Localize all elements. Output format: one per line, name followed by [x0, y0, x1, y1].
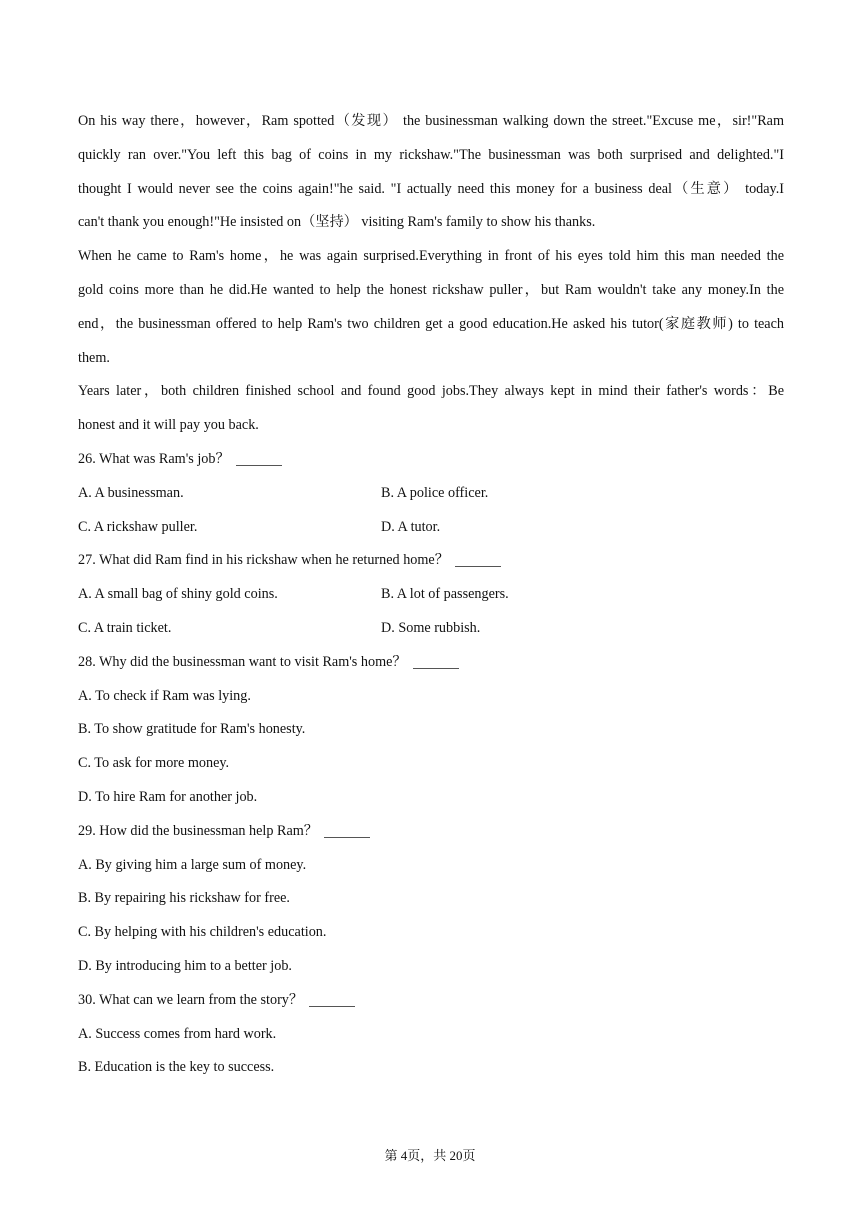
option-a[interactable]: A. A businessman.	[78, 484, 184, 501]
passage-paragraph	[78, 240, 784, 375]
page-content	[78, 105, 784, 1085]
page-number-footer: 第 4页，共 20页	[384, 1148, 476, 1163]
passage-line: thought I would never see the coins again!"he said. "I actually need this money for a business deal（生意） today.I	[78, 180, 784, 197]
passage-line: When he came to Ram's home，he was again surprised.Everything in front of his eyes told him this man needed the	[78, 248, 784, 265]
option-d[interactable]: D. A tutor.	[381, 518, 441, 535]
option-a[interactable]: A. Success comes from hard work.	[78, 1025, 277, 1042]
passage-line: gold coins more than he did.He wanted to help the honest rickshaw puller，but Ram wouldn't take any money.In the	[78, 281, 784, 298]
option-b[interactable]: B. A lot of passengers.	[381, 586, 509, 603]
question-27	[78, 544, 784, 645]
question-stem: 26. What was Ram's job？	[78, 450, 230, 467]
option-b[interactable]: B. To show gratitude for Ram's honesty.	[78, 721, 306, 738]
option-a[interactable]: A. A small bag of shiny gold coins.	[78, 586, 278, 603]
option-d[interactable]: D. By introducing him to a better job.	[78, 957, 292, 974]
passage-line: end，the businessman offered to help Ram's two children get a good education.He asked his tutor(家庭教师) to teach	[78, 315, 784, 332]
question-stem: 30. What can we learn from the story？	[78, 991, 304, 1008]
answer-blank[interactable]	[309, 992, 355, 1007]
passage-line: quickly ran over."You left this bag of coins in my rickshaw."The businessman was both surprised and delighted."I	[78, 146, 784, 163]
option-b[interactable]: B. Education is the key to success.	[78, 1059, 275, 1076]
option-c[interactable]: C. To ask for more money.	[78, 755, 230, 772]
option-a[interactable]: A. To check if Ram was lying.	[78, 687, 251, 704]
option-d[interactable]: D. To hire Ram for another job.	[78, 788, 258, 805]
option-c[interactable]: C. A train ticket.	[78, 619, 172, 636]
option-b[interactable]: B. A police officer.	[381, 484, 489, 501]
answer-blank[interactable]	[455, 552, 501, 567]
answer-blank[interactable]	[324, 823, 370, 838]
answer-blank[interactable]	[413, 654, 459, 669]
option-b[interactable]: B. By repairing his rickshaw for free.	[78, 890, 290, 907]
passage-line: them.	[78, 349, 110, 366]
passage-paragraph	[78, 105, 784, 240]
option-c[interactable]: C. By helping with his children's education.	[78, 924, 327, 941]
passage-line: can't thank you enough!"He insisted on（坚持） visiting Ram's family to show his thanks.	[78, 214, 596, 231]
passage-line: On his way there，however，Ram spotted（发现） the businessman walking down the street."Excuse me，sir!"Ram	[78, 113, 784, 129]
question-28	[78, 646, 784, 815]
question-stem: 29. How did the businessman help Ram？	[78, 822, 318, 839]
question-stem: 27. What did Ram find in his rickshaw when he returned home？	[78, 552, 449, 569]
option-d[interactable]: D. Some rubbish.	[381, 619, 481, 636]
option-a[interactable]: A. By giving him a large sum of money.	[78, 856, 307, 873]
answer-blank[interactable]	[236, 451, 282, 466]
passage-line: honest and it will pay you back.	[78, 417, 259, 434]
question-stem: 28. Why did the businessman want to visit Ram's home？	[78, 653, 407, 670]
question-26	[78, 443, 784, 544]
passage-line: Years later，both children finished school and found good jobs.They always kept in mind their father's words：Be	[78, 383, 784, 400]
passage-paragraph	[78, 375, 784, 443]
question-30	[78, 984, 784, 1085]
question-29	[78, 815, 784, 984]
option-c[interactable]: C. A rickshaw puller.	[78, 518, 198, 535]
